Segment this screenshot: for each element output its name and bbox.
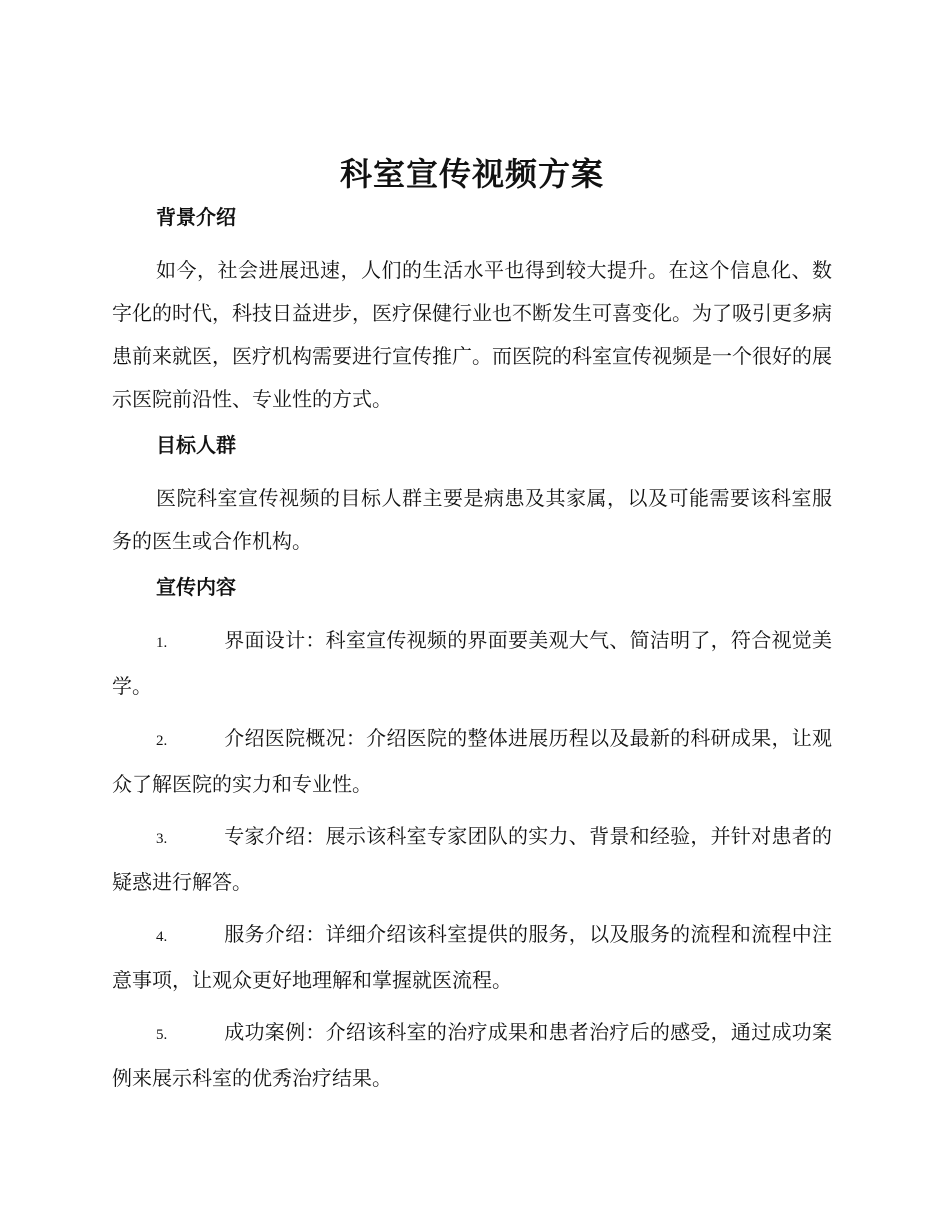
- list-item-number: 3.: [156, 831, 168, 847]
- list-item-text: 介绍医院概况：介绍医院的整体进展历程以及最新的科研成果，让观众了解医院的实力和专业性。: [112, 726, 832, 796]
- list-item-text: 专家介绍：展示该科室专家团队的实力、背景和经验，并针对患者的疑惑进行解答。: [112, 824, 832, 894]
- list-item-number: 1.: [156, 635, 168, 651]
- section-heading-background: 背景介绍: [156, 205, 236, 229]
- section-heading-audience: 目标人群: [156, 433, 236, 457]
- document-page: [112, 148, 832, 1109]
- list-item-text: 界面设计：科室宣传视频的界面要美观大气、简洁明了，符合视觉美学。: [112, 628, 832, 698]
- list-item-number: 5.: [156, 1027, 168, 1043]
- list-item: [112, 717, 832, 806]
- section-heading-content: 宣传内容: [156, 575, 236, 599]
- list-item-text: 服务介绍：详细介绍该科室提供的服务，以及服务的流程和流程中注意事项，让观众更好地理解和掌握就医流程。: [112, 922, 832, 992]
- list-item: [112, 815, 832, 904]
- list-item: [112, 619, 832, 708]
- document-title: 科室宣传视频方案: [339, 155, 604, 193]
- list-item-number: 4.: [156, 929, 168, 945]
- section-paragraph-audience: 医院科室宣传视频的目标人群主要是病患及其家属，以及可能需要该科室服务的医生或合作机构。: [112, 486, 832, 553]
- list-item-number: 2.: [156, 733, 168, 749]
- list-item: [112, 1011, 832, 1100]
- list-item: [112, 913, 832, 1002]
- list-item-text: 成功案例：介绍该科室的治疗成果和患者治疗后的感受，通过成功案例来展示科室的优秀治疗结果。: [112, 1020, 832, 1090]
- section-paragraph-background: 如今，社会进展迅速，人们的生活水平也得到较大提升。在这个信息化、数字化的时代，科技日益进步，医疗保健行业也不断发生可喜变化。为了吸引更多病患前来就医，医疗机构需要进行宣传推广。而医院的科室宣传视频是一个很好的展示医院前沿性、专业性的方式。: [112, 258, 832, 411]
